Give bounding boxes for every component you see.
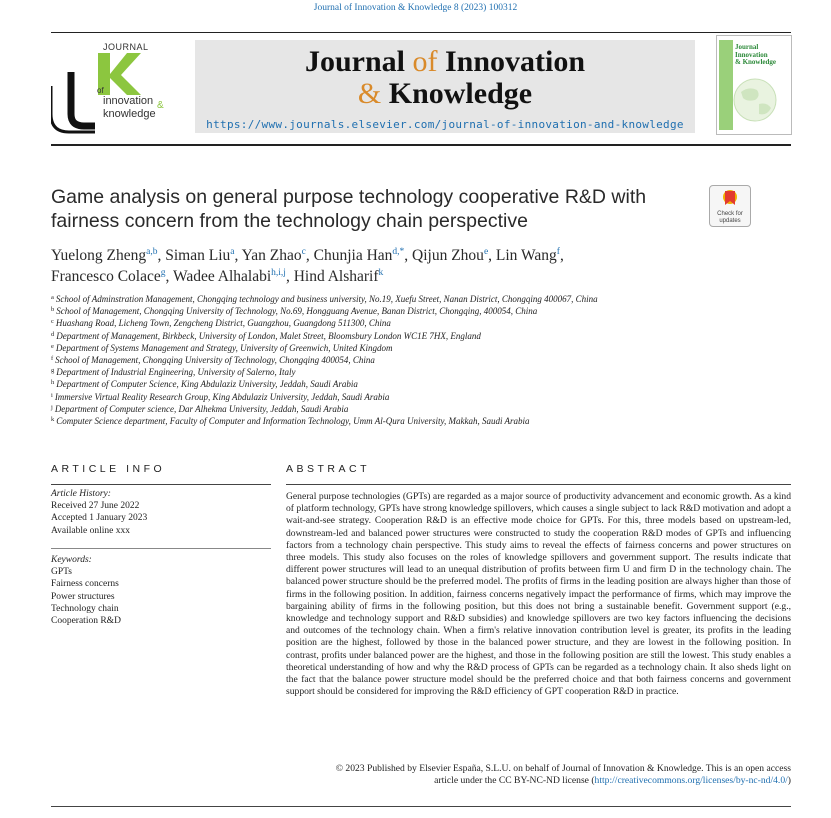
- keyword-item: Cooperation R&D: [51, 616, 121, 627]
- cover-title: [735, 44, 789, 67]
- affiliation-text: Huashang Road, Licheng Town, Zengcheng District, Guangzhou, Guangdong 511300, China: [55, 318, 391, 329]
- affiliation-text: Department of Systems Management and Strategy, University of Greenwich, United Kingdom: [55, 342, 393, 353]
- author-list: Yuelong Zheng$^{a,b}$, Siman Liu$^a$, Yan Zhao$^c$, Chunjia Han$^{d,*}$, Qijun Zhou$^e$, Lin Wang$^f$, Francesco Colace$^g$, Wadee Alhalabi$^{h,i,j}$, Hind Alsharif$^k$: [51, 247, 564, 285]
- affiliation-marker: i: [51, 391, 53, 399]
- keyword-item: Technology chain: [51, 603, 119, 614]
- author[interactable]: [51, 268, 166, 285]
- affiliation-item: [51, 403, 771, 415]
- affiliation-item: [51, 342, 771, 354]
- author-affiliation-ref[interactable]: h,i,j: [271, 268, 286, 278]
- cover-title-line3: & Knowledge: [735, 58, 777, 66]
- copyright-line1: © 2023 Published by Elsevier España, S.L.U. on behalf of Journal of Innovation & Knowledge. This is an open access: [335, 763, 791, 774]
- affiliation-text: School of Management, Chongqing University of Technology, No.69, Hongguang Avenue, Banan District, Chongqing, 400054, China: [56, 306, 538, 317]
- check-label-line1: Check for: [717, 211, 743, 217]
- author-name: Yuelong Zheng: [51, 247, 147, 264]
- affiliation-item: [51, 378, 771, 390]
- author-affiliation-ref[interactable]: g: [160, 268, 166, 278]
- abstract-rule: [286, 484, 791, 485]
- article-info-heading: ARTICLE INFO: [51, 463, 166, 475]
- author[interactable]: [294, 268, 384, 285]
- affiliation-marker: g: [51, 367, 55, 375]
- check-for-updates-button[interactable]: [709, 185, 751, 227]
- author[interactable]: [165, 247, 234, 264]
- author-name: Chunjia Han: [313, 247, 393, 264]
- author-affiliation-ref[interactable]: k: [378, 268, 384, 278]
- copyright-line2-prefix: article under the CC BY-NC-ND license (: [434, 775, 595, 787]
- history-accepted: Accepted 1 January 2023: [51, 513, 148, 524]
- affiliation-marker: f: [51, 355, 54, 363]
- author-name: Wadee Alhalabi: [172, 268, 272, 285]
- cover-title-line2: Innovation: [735, 50, 768, 59]
- logo-word-amp: &: [157, 100, 164, 111]
- journal-cover-thumbnail[interactable]: [716, 35, 792, 135]
- copyright-notice: [286, 763, 791, 787]
- affiliation-item: [51, 354, 771, 366]
- check-label-line2: updates: [719, 217, 741, 224]
- header-top-rule: [51, 32, 791, 33]
- masthead-title: [195, 46, 695, 110]
- affiliation-marker: a: [51, 294, 54, 301]
- masthead-title-amp: &: [357, 77, 382, 110]
- author[interactable]: [496, 247, 560, 264]
- article-title: Game analysis on general purpose technology cooperative R&D with fairness concern from the technology chain perspective: [51, 186, 647, 232]
- copyright-line2: [286, 775, 791, 787]
- affiliation-marker: c: [51, 318, 54, 326]
- affiliation-text: Computer Science department, Faculty of Computer and Information Technology, Umm Al-Qura University, Makkah, Saudi Arabia: [56, 416, 530, 427]
- logo-word-of: of: [97, 86, 104, 95]
- affiliation-item: [51, 366, 771, 378]
- affiliation-item: [51, 330, 771, 342]
- history-available: Available online xxx: [51, 525, 130, 536]
- affiliation-item: [51, 293, 771, 305]
- keywords-section: [51, 554, 271, 627]
- affiliation-marker: k: [51, 416, 55, 424]
- keywords-label: Keywords:: [51, 555, 92, 565]
- author[interactable]: [412, 247, 488, 264]
- article-history: [51, 488, 271, 537]
- journal-logo: [51, 42, 181, 134]
- bookmark-icon: [722, 189, 738, 209]
- affiliation-marker: b: [51, 306, 55, 314]
- article-history-label: Article History:: [51, 489, 111, 499]
- author-name: Siman Liu: [165, 247, 231, 264]
- abstract-heading: ABSTRACT: [286, 463, 371, 475]
- author-name: Lin Wang: [495, 247, 557, 264]
- logo-word-innovation: innovation: [103, 95, 154, 107]
- affiliation-item: [51, 415, 771, 427]
- affiliation-text: Department of Industrial Engineering, University of Salerno, Italy: [56, 367, 296, 378]
- keyword-item: Fairness concerns: [51, 579, 119, 590]
- history-received: Received 27 June 2022: [51, 501, 140, 512]
- article-info-rule: [51, 484, 271, 485]
- logo-word-knowledge: knowledge: [103, 108, 156, 120]
- journal-url-link[interactable]: https://www.journals.elsevier.com/journal-of-innovation-and-knowledge: [206, 118, 684, 131]
- copyright-line2-suffix: ): [787, 775, 791, 787]
- bottom-rule: [51, 806, 791, 807]
- affiliation-item: [51, 317, 771, 329]
- author-name: Hind Alsharif: [293, 268, 379, 285]
- masthead-title-innovation: Innovation: [444, 45, 586, 78]
- author[interactable]: [242, 247, 306, 264]
- author-affiliation-ref[interactable]: d,*: [392, 247, 405, 257]
- journal-reference[interactable]: Journal of Innovation & Knowledge 8 (2023) 100312: [313, 3, 518, 13]
- header-bottom-rule: [51, 144, 791, 146]
- author[interactable]: [314, 247, 405, 264]
- affiliation-text: Department of Computer science, Dar Alhekma University, Jeddah, Saudi Arabia: [54, 403, 349, 414]
- affiliation-list: [51, 293, 771, 427]
- author-affiliation-ref[interactable]: a: [230, 247, 235, 257]
- author-affiliation-ref[interactable]: c: [301, 247, 306, 257]
- affiliation-marker: e: [51, 342, 54, 350]
- affiliation-text: Immersive Virtual Reality Research Group, King Abdulaziz University, Jeddah, Saudi Arabia: [54, 391, 390, 402]
- affiliation-marker: h: [51, 379, 55, 387]
- author[interactable]: [173, 268, 286, 285]
- author-name: Yan Zhao: [241, 247, 302, 264]
- keywords-rule: [51, 548, 271, 549]
- logo-word-journal: JOURNAL: [103, 42, 149, 52]
- masthead-title-journal: Journal: [304, 45, 405, 78]
- affiliation-text: School of Adminstration Management, Chongqing technology and business university, No.19, Xuefu Street, Nanan District, Chongqing 400067, China: [55, 294, 598, 304]
- affiliation-text: School of Management, Chongqing University of Technology, Chongqing 400054, China: [55, 355, 375, 366]
- author-affiliation-ref[interactable]: f: [556, 247, 560, 257]
- affiliation-text: Department of Management, Birkbeck, University of London, Malet Street, Bloomsbury London WC1E 7HX, England: [56, 330, 481, 341]
- cover-title-line1: Journal: [735, 43, 759, 51]
- cover-globe-icon: [731, 76, 779, 124]
- keyword-item: GPTs: [51, 567, 72, 578]
- author-name: Qijun Zhou: [412, 247, 484, 264]
- author-name: Francesco Colace: [51, 268, 161, 285]
- affiliation-text: Department of Computer Science, King Abdulaziz University, Jeddah, Saudi Arabia: [56, 379, 358, 390]
- masthead-title-of: of: [412, 45, 438, 78]
- author-affiliation-ref[interactable]: a,b: [146, 247, 158, 257]
- affiliation-item: [51, 391, 771, 403]
- abstract-text: General purpose technologies (GPTs) are regarded as a major source of productivity advancement and economic growth. As a kind of platform technology, GPTs have strong knowledge spillovers, which causes a single subject to lack R&D motivation and adopt a wait-and-see strategy. Cooperation R&D is an effective mode choice for GPTs. For this, three models based on upstream-led, downstream-led and balanced power structures were constructed to study the cooperation R&D modes of GPTs and influencing factors from a technology chain perspective. This study aims to reveal the effects of fairness concerns and power structures on three models. This study also focuses on the roles of knowledge spillovers and government support. The results indicate that different power structures will lead to an unequal distribution of profits between firm U and firm D in the technology chain. The balanced power structure should be the preferred model. The profits of firms in the leading position are always higher than those of firms in the following position. In addition, fairness concerns negatively impact the performance of firms, which may improve the bargaining ability of firms in the following position, but this does not bring a sustainable benefit. Government support (e.g., knowledge and technology support and R&D subsidies) and knowledge spillovers are two key factors influencing the decisions and outcomes of the technology chain. When a firm's relative innovation contribution level is greater, its profits in the leading position are the highest, followed by those in the balanced power structure, and they are lowest in the following position. In contrast, profits under balanced power are the highest, and those in the following position are still the lowest. This study enables a theoretical understanding of how and why the R&D process of GPTs can be regarded as a technology chain. It also sheds light on the fact that the balance power structure model should be the preferred choice and that both fairness concerns and government support should be considered for improving the R&D efficiency of GPT cooperation R&D in practice.: [286, 491, 791, 698]
- affiliation-marker: j: [51, 403, 53, 411]
- check-for-updates-label: [710, 211, 750, 224]
- affiliation-marker: d: [51, 330, 55, 338]
- journal-masthead: [195, 40, 695, 133]
- license-link[interactable]: http://creativecommons.org/licenses/by-nc-nd/4.0/: [594, 775, 788, 787]
- keyword-item: Power structures: [51, 591, 115, 602]
- author[interactable]: [51, 247, 157, 264]
- journal-logo-graphic: [51, 42, 181, 134]
- affiliation-item: [51, 305, 771, 317]
- masthead-title-knowledge: Knowledge: [388, 77, 533, 110]
- author-affiliation-ref[interactable]: e: [483, 247, 489, 257]
